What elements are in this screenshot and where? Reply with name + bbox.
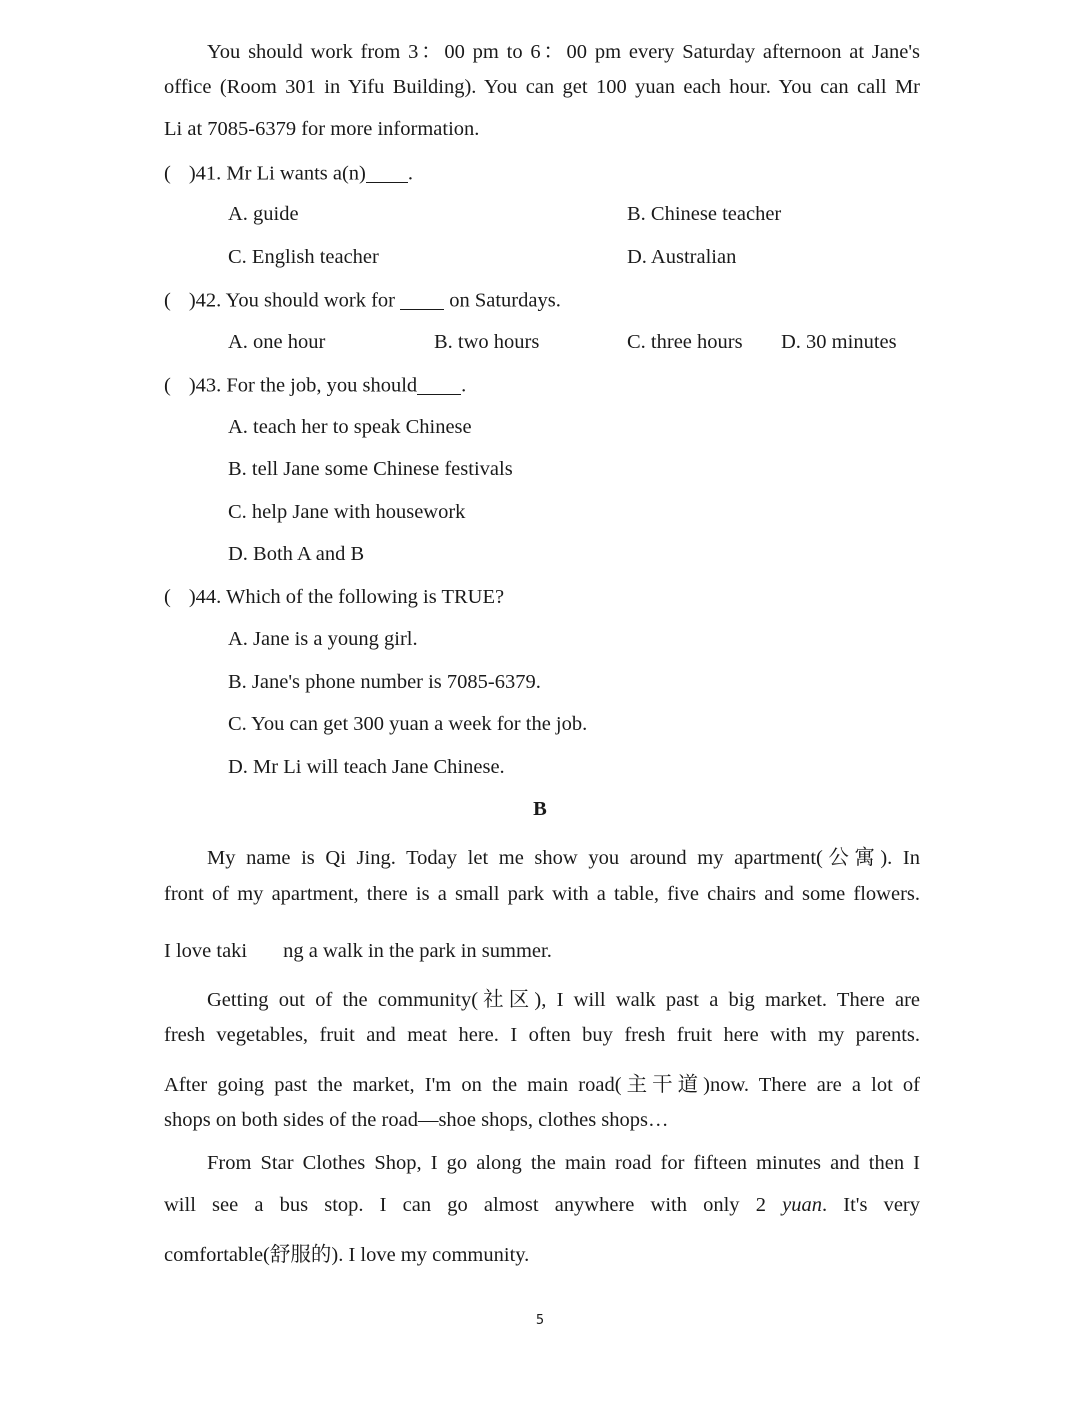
text-fragment: ng a walk in the park in summer. — [283, 940, 552, 962]
passage-a-line-1: You should work from 3：00 pm to 6：00 pm every Saturday afternoon at Jane's — [207, 41, 920, 63]
question-stem: )44. Which of the following is TRUE? — [188, 586, 505, 608]
option-42-a: A. one hour — [228, 331, 326, 353]
question-stem: )42. You should work for — [188, 289, 395, 312]
section-b-p1-line-2: front of my apartment, there is a small park with a table, five chairs and some flowers. — [164, 883, 920, 905]
section-b-p2-line-1: Getting out of the community(社区), I will walk past a big market. There are — [207, 989, 920, 1011]
question-stem: )43. For the job, you should — [188, 374, 418, 397]
text-fragment: I love taki — [164, 940, 248, 962]
section-b-p2-line-2: fresh vegetables, fruit and meat here. I often buy fresh fruit here with my parents. — [164, 1024, 920, 1046]
question-42 — [164, 288, 561, 313]
option-41-b: B. Chinese teacher — [627, 203, 782, 225]
text-fragment: will see a bus stop. I can go almost anywhere with only 2 — [164, 1194, 766, 1216]
option-44-d: D. Mr Li will teach Jane Chinese. — [228, 756, 505, 778]
italic-word: yuan — [782, 1194, 822, 1216]
option-42-d: D. 30 minutes — [781, 331, 897, 353]
answer-paren: ( — [164, 162, 171, 185]
question-stem-end: on Saturdays. — [449, 289, 561, 312]
question-stem-end: . — [461, 374, 467, 397]
question-stem-end: . — [407, 162, 414, 185]
question-44 — [164, 586, 504, 609]
option-43-d: D. Both A and B — [228, 543, 365, 565]
answer-blank — [366, 161, 408, 183]
passage-a-line-3: Li at 7085-6379 for more information. — [164, 118, 480, 140]
section-b-p3-line-1: From Star Clothes Shop, I go along the main road for fifteen minutes and then I — [207, 1152, 920, 1174]
section-b-p1-line-1: My name is Qi Jing. Today let me show you around my apartment(公寓). In — [207, 847, 920, 869]
option-43-a: A. teach her to speak Chinese — [228, 416, 472, 438]
section-b-p2-line-3: After going past the market, I'm on the main road(主干道)now. There are a lot of — [164, 1074, 920, 1096]
option-41-d: D. Australian — [627, 246, 737, 268]
page-number: 5 — [535, 1313, 545, 1328]
answer-blank — [400, 288, 444, 310]
option-43-b: B. tell Jane some Chinese festivals — [228, 458, 513, 480]
question-stem: )41. Mr Li wants a(n) — [188, 162, 366, 185]
text-fragment: . It's very — [821, 1194, 921, 1216]
answer-paren: ( — [164, 289, 171, 312]
option-41-a: A. guide — [228, 203, 299, 225]
question-41 — [164, 161, 413, 186]
question-43 — [164, 373, 466, 398]
option-44-b: B. Jane's phone number is 7085-6379. — [228, 671, 541, 693]
option-42-b: B. two hours — [434, 331, 540, 353]
option-44-a: A. Jane is a young girl. — [228, 628, 418, 650]
section-b-p2-line-4: shops on both sides of the road—shoe shops, clothes shops… — [164, 1109, 669, 1131]
section-b-p3-line-3: comfortable(舒服的). I love my community. — [164, 1244, 530, 1266]
section-b-p1-line-3 — [164, 940, 552, 963]
passage-a-line-2: office (Room 301 in Yifu Building). You can get 100 yuan each hour. You can call Mr — [164, 76, 920, 98]
answer-blank — [417, 373, 461, 395]
option-44-c: C. You can get 300 yuan a week for the job. — [228, 713, 588, 735]
option-42-c: C. three hours — [627, 331, 743, 353]
section-b-title: B — [533, 798, 547, 820]
section-b-p3-line-2 — [164, 1194, 920, 1217]
answer-paren: ( — [164, 374, 171, 397]
answer-paren: ( — [164, 586, 171, 608]
option-43-c: C. help Jane with housework — [228, 501, 466, 523]
option-41-c: C. English teacher — [228, 246, 379, 268]
